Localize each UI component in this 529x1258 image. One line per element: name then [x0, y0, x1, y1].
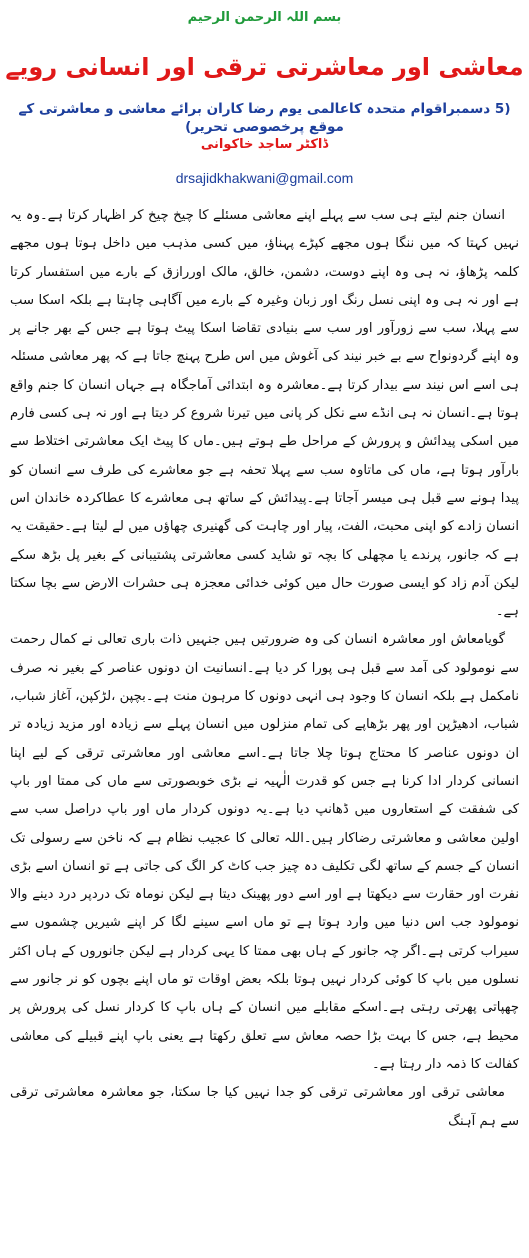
- body-paragraph-3: معاشی ترقی اور معاشرتی ترقی کو جدا نہیں کیا جا سکتا، جو معاشرہ معاشرتی ترقی سے ہم آہنگ: [10, 1085, 519, 1129]
- article-body: [10, 202, 519, 1136]
- bismillah-heading: بسم اللہ الرحمن الرحیم: [187, 10, 342, 25]
- body-paragraph-1: انسان جنم لیتے ہی سب سے پہلے اپنے معاشی مسئلے کا چیخ چیخ کر اظہار کرتا ہے۔وہ یہ نہیں کہتا کہ میں ننگا ہوں مجھے کپڑے پہناؤ، میں کسی مذہب میں داخل ہوتا ہوں مجھے کلمہ پڑھاؤ، نہ ہی وہ اپنے دوست، دشمن، خالق، مالک اوررازق کے بارے میں استفسار کرتا ہے اور نہ ہی وہ اپنی نسل رنگ اور زبان وغیرہ کے بارے میں آگاہی چاہتا ہے بلکہ اسکا سب سے پہلا، سب سے زورآور اور سب سے بنیادی تقاضا اسکا پیٹ ہوتا ہے جس کے بھر جانے پر وہ اپنے گردونواح سے بے خبر نیند کی آغوش میں اس طرح پہنچ جاتا ہے کہ پھر معاشی مسئلہ ہی اسے اس نیند سے بیدار کرتا ہے۔معاشرہ وہ ابتدائی آماجگاہ ہے جہاں انسان کا جنم واقع ہوتا ہے۔انسان نہ ہی انڈے سے نکل کر پانی میں تیرنا شروع کر دیتا ہے اور نہ ہی کسی فارم میں اسکی پیدائش و پرورش کے مراحل طے ہوتے ہیں۔ماں کا پیٹ ایک معاشرتی اختلاط سے بارآور ہوتا ہے، ماں کی ماتاوہ سب سے پہلا تحفہ ہے جو معاشرے کی طرف سے انسان کو پیدا ہونے سے قبل ہی میسر آجاتا ہے۔پیدائش کے ساتھ ہی معاشرے کا عطاکردہ خاندان اس انسان زادے کو اپنی محبت، الفت، پیار اور چاہت کی گھنیری چھاؤں میں لے لیتا ہے۔حقیقت یہ ہے کہ جانور، پرندے یا مچھلی کا بچہ تو شاید کسی معاشرتی پشتیبانی کے بغیر پل بڑھ سکے لیکن آدم زاد کو ایسی صورت حال میں کوئی خدائی معجزہ ہی حشرات الارض سے بچا سکتا ہے۔: [10, 208, 519, 620]
- article-title: معاشی اور معاشرتی ترقی اور انسانی رویے: [5, 53, 524, 81]
- body-paragraph-2: گویامعاش اور معاشرہ انسان کی وہ ضرورتیں ہیں جنہیں ذات باری تعالی نے کمال رحمت سے نومولود کی آمد سے قبل ہی پورا کر دیا ہے۔انسانیت ان دونوں عناصر کے بغیر نہ صرف نامکمل ہے بلکہ انسان کا وجود ہی انہی دونوں کا مرہون منت ہے۔بچپن ،لڑکپن، آغاز شباب، شباب، ادھیڑپن اور پھر بڑھاپے کی تمام منزلوں میں انسان پہلے سے زیادہ اور مزید زیادہ تر ان دونوں عناصر کا محتاج ہوتا چلا جاتا ہے۔اسے معاشی اور معاشرتی ترقی کے لیے اپنا انسانی کردار ادا کرنا ہے جس کو قدرت الٰہیہ نے بڑی خوبصورتی سے ماں کی ممتا اور باپ کی شفقت کے استعاروں میں ڈھانپ دیا ہے۔یہ دونوں کردار ماں اور باپ دراصل سب سے اولین معاشی و معاشرتی رضاکار ہیں۔اللہ تعالی کا عجیب نظام ہے کہ ناخن سے رسولی تک انسان کے جسم کے ساتھ لگی تکلیف دہ چیز جب کاٹ کر الگ کی جاتی ہے تو انسان اسے بڑی نفرت اور حقارت سے دیکھتا ہے اور اسے دور پھینک دیتا ہے لیکن نوماہ تک دردپر درد دینے والا نومولود جب اس دنیا میں وارد ہوتا ہے تو ماں اسے سینے لگا کر اپنے شیریں چشموں سے سیراب کرتی ہے۔اگر چہ جانور کے ہاں بھی ممتا کا یہی کردار ہے لیکن جانوروں کے ہاں اکثر نسلوں میں باپ کا کوئی کردار نہیں ہوتا بلکہ بعض اوقات تو ماں اپنے بچوں کو نر جانور سے چھپاتی پھرتی رہتی ہے۔اسکے مقابلے میں انسان کے ہاں باپ کا کردار نسل کی پرورش پر محیط ہے، جس کا بہت بڑا حصہ معاش سے تعلق رکھتا ہے یعنی باپ اپنے قبیلے کی معاشی کفالت کا ذمہ دار رہتا ہے۔: [10, 632, 519, 1072]
- article-subtitle: (5 دسمبراقوام متحدہ کاعالمی یوم رضا کاران برائے معاشی و معاشرتی کے موقع پرخصوصی تحریر): [18, 101, 511, 135]
- author-email: drsajidkhakwani@gmail.com: [175, 170, 354, 186]
- author-name: ڈاکٹر ساجد خاکوانی: [200, 137, 329, 152]
